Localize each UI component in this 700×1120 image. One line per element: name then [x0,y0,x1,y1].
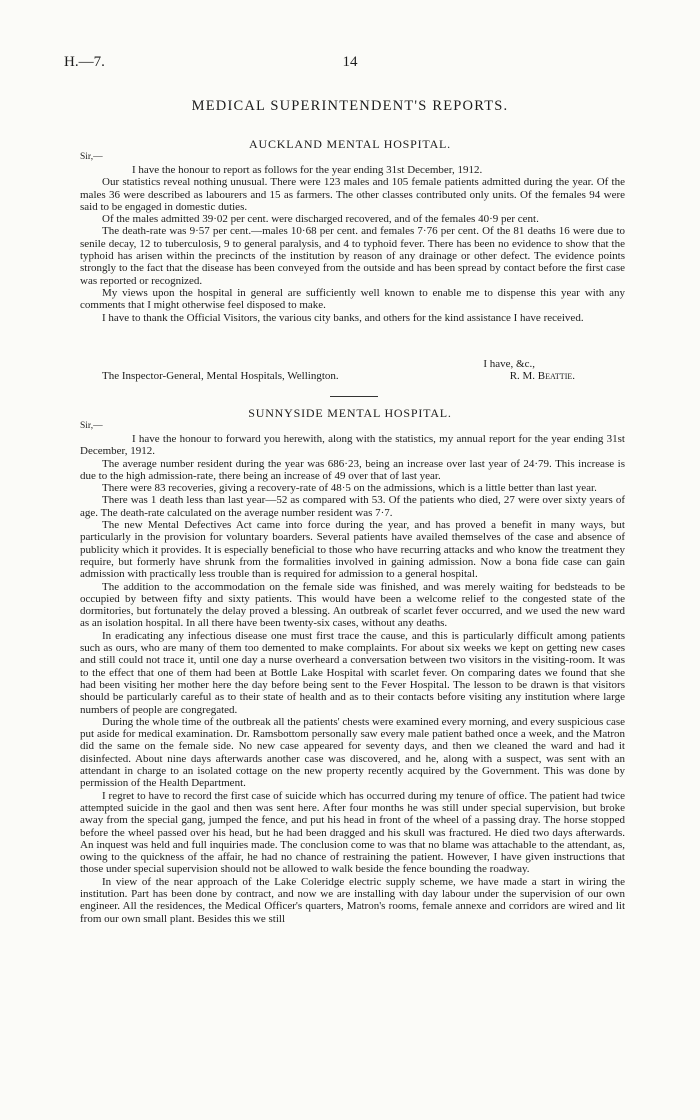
salutation-auckland: Sir,— [80,152,103,162]
paragraph: My views upon the hospital in general are sufficiently well known to enable me to dispense this year with any comments that I might otherwise feel disposed to make. [80,286,625,312]
paragraph: The new Mental Defectives Act came into force during the year, and has proved a benefit in many ways, but particularly in the provision for voluntary boarders. Several patients have availed themselves of the case and absence of publicity which it provides. It is especially beneficial to those who have recurring attacks and who know the treatment they require, but formerly have shrunk from the formalities involved in gaining admission. Now a bona fide case can gain admission with practically less trouble than is required for admission to a general hospital. [80,519,625,581]
paragraph: I have the honour to report as follows for the year ending 31st December, 1912. [132,164,483,176]
paragraph: There was 1 death less than last year—52 as compared with 53. Of the patients who died, 27 were over sixty years of age. The death-rate calculated on the average number resident was 7·7. [80,494,625,519]
addressee: The Inspector-General, Mental Hospitals, Wellington. [102,370,339,383]
signature: R. M. Beattie. [509,370,575,383]
paragraph: I have the honour to forward you herewith, along with the statistics, my annual report for the year ending 31st December, 1912. [80,433,625,458]
section-title-sunnyside: SUNNYSIDE MENTAL HOSPITAL. [248,406,452,420]
section-title-auckland: AUCKLAND MENTAL HOSPITAL. [249,137,451,151]
paragraph: In eradicating any infectious disease one must first trace the cause, and this is particularly difficult among patients such as ours, who are many of them too demented to make complaints. For about six weeks we kept on getting new cases and still could not trace it, until one day a nurse overheard a conversation between two visitors in the visiting-room. It was to the effect that one of them had been at Bottle Lake Hospital with scarlet fever. On comparing dates we found that she had been visiting her mother here the day before being sent to the Fever Hospital. The lesson to be drawn is that visitors should be particularly careful as to their state of health and as to their contacts before visiting any institution where large numbers of people are congregated. [80,629,625,716]
section-divider [330,396,378,397]
paragraph: In view of the near approach of the Lake Coleridge electric supply scheme, we have made a start in wiring the institution. Part has been done by contract, and now we are installing with day labour under the supervision of our own engineer. All the residences, the Medical Officer's quarters, Matron's rooms, female annexe and corridors are wired and lit from our own small plant. Besides this we still [80,875,625,925]
paragraph: During the whole time of the outbreak all the patients' chests were examined every morning, and every suspicious case put aside for medical examination. Dr. Ramsbottom personally saw every male patient bathed once a week, and the Matron did the same on the female side. No new case appeared for seventy days, and then we cleaned the ward and had it disinfected. About nine days afterwards another case was discovered, and he, along with a suspect, was sent with an attendant in charge to an isolated cottage on the new property recently acquired by the Government. This was done by permission of the Health Department. [80,715,625,790]
report-body-auckland [80,164,625,324]
page-title: MEDICAL SUPERINTENDENT'S REPORTS. [191,98,509,114]
paragraph: The average number resident during the year was 686·23, being an increase over last year of 24·79. This increase is due to the high admission-rate, there being an increase of 49 over that of last year. [80,457,625,482]
page-number: 14 [342,54,358,70]
paragraph: There were 83 recoveries, giving a recovery-rate of 48·5 on the admissions, which is a little better than last year. [102,482,597,495]
paragraph: The addition to the accommodation on the female side was finished, and was merely waiting for bedsteads to be occupied by between fifty and sixty patients. This would have been a welcome relief to the congested state of the dormitories, but fortunately the delay proved a blessing. An outbreak of scarlet fever occurred, and we used the new ward as an isolation hospital. In all there have been twenty-six cases, without any deaths. [80,580,625,630]
paragraph: Our statistics reveal nothing unusual. There were 123 males and 105 female patients admitted during the year. Of the males 36 were described as labourers and 15 as farmers. The other classes contributed only units. Of the females 94 were said to be engaged in domestic duties. [80,176,625,213]
sign-off: I have, &c., [483,358,535,370]
report-reference: H.—7. [64,54,105,70]
paragraph: Of the males admitted 39·02 per cent. were discharged recovered, and of the females 40·9 per cent. [102,213,539,226]
paragraph: The death-rate was 9·57 per cent.—males 10·68 per cent. and females 7·76 per cent. Of the 81 deaths 16 were due to senile decay, 12 to tuberculosis, 9 to general paralysis, and 4 to typhoid fever. There has been no evidence to show that the typhoid has arisen within the precincts of the institution by reason of any drainage or other defect. The evidence points strongly to the fact that the disease has been conveyed from the outside and has been spread by contact before the first case was reported or recognized. [80,225,625,287]
report-body-sunnyside [80,433,625,925]
salutation-sunnyside: Sir,— [80,421,103,431]
signature-block-auckland [80,358,625,383]
paragraph: I have to thank the Official Visitors, the various city banks, and others for the kind assistance I have received. [102,311,584,324]
paragraph: I regret to have to record the first case of suicide which has occurred during my tenure of office. The patient had twice attempted suicide in the gaol and then was sent here. After four months he was still under special supervision, but broke away from the special gang, jumped the fence, and put his head in front of the wheel of a passing dray. The horse stopped before the wheel passed over his head, but he had been dragged and his skull was fractured. He died two days afterwards. An inquest was held and full inquiries made. The conclusion come to was that no blame was attachable to the attendant, as, owing to the quickness of the affair, he had no chance of restraining the patient. However, I have given instructions that those under special supervision should not be allowed to walk beside the fence bounding the roadway. [80,789,625,876]
